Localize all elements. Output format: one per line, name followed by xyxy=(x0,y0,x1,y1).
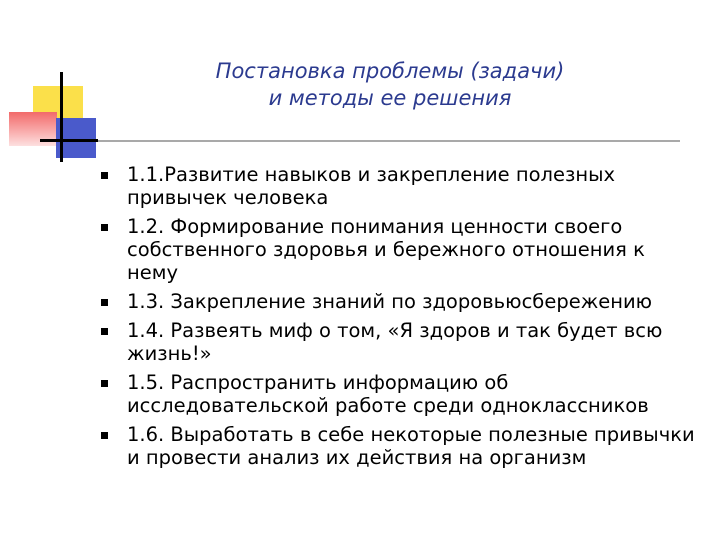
list-item-text: 1.5. Распространить информацию об исследовательской работе среди одноклассников xyxy=(127,371,649,417)
list-item-text: 1.6. Выработать в себе некоторые полезные привычки и провести анализ их действия на организм xyxy=(127,423,695,469)
list-item-text: 1.3. Закрепление знаний по здоровьюсбережению xyxy=(127,290,653,313)
list-item xyxy=(100,290,700,313)
square-bullet-icon xyxy=(101,224,108,231)
list-item-text: 1.4. Развеять миф о том, «Я здоров и так будет всю жизнь!» xyxy=(127,319,663,365)
bullet-list xyxy=(100,163,700,475)
square-bullet-icon xyxy=(101,380,108,387)
list-item xyxy=(100,163,700,209)
slide-title-line-2: и методы ее решения xyxy=(268,86,512,110)
square-bullet-icon xyxy=(101,299,108,306)
list-item xyxy=(100,215,700,284)
list-item xyxy=(100,371,700,417)
list-item-text: 1.1.Развитие навыков и закрепление полезных привычек человека xyxy=(127,163,616,209)
list-item xyxy=(100,319,700,365)
slide-title xyxy=(90,58,690,112)
square-bullet-icon xyxy=(101,328,108,335)
list-item xyxy=(100,423,700,469)
square-bullet-icon xyxy=(101,432,108,439)
list-item-text: 1.2. Формирование понимания ценности своего собственного здоровья и бережного отношения к нему xyxy=(127,215,645,284)
title-divider-line xyxy=(40,140,680,142)
slide-title-line-1: Постановка проблемы (задачи) xyxy=(215,59,565,83)
decorative-vertical-line xyxy=(60,72,63,162)
square-bullet-icon xyxy=(101,172,108,179)
decorative-horizontal-accent xyxy=(40,139,98,142)
